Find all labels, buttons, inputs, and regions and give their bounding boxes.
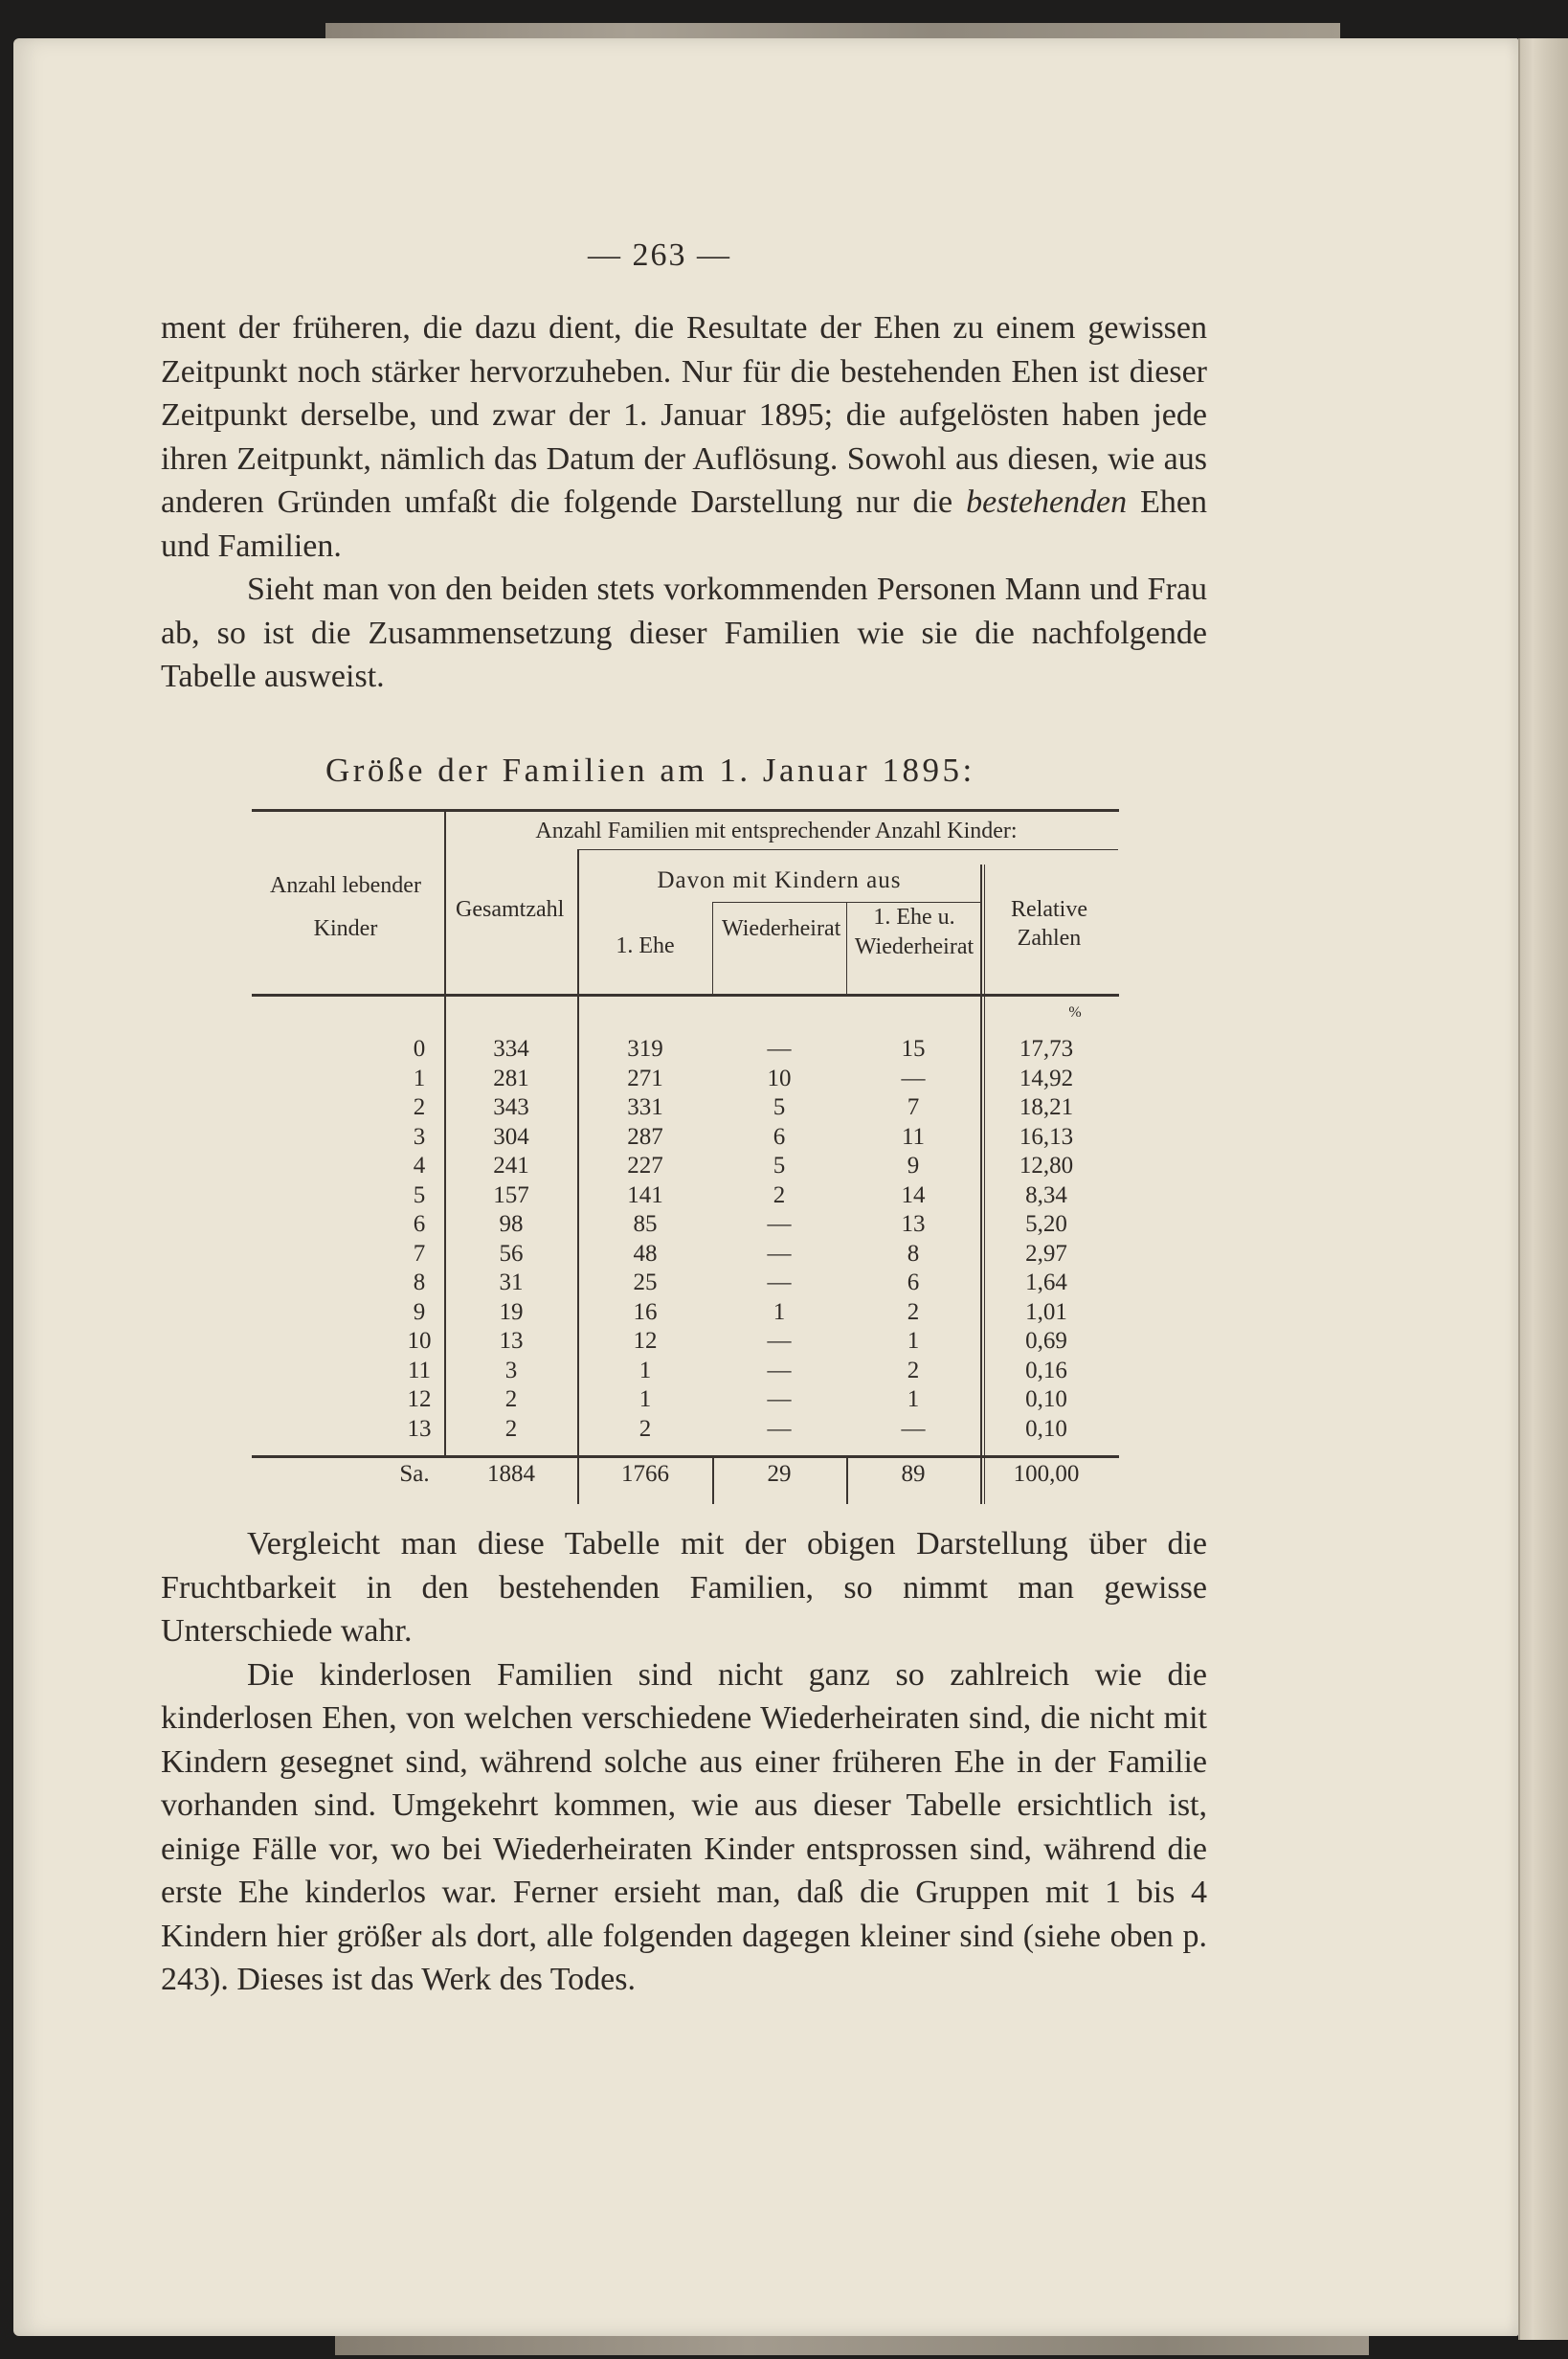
table-cell: 85: [633, 1211, 658, 1237]
table-cell: 343: [493, 1094, 529, 1120]
table-top-rule: [252, 809, 1119, 812]
table-cell: 10: [767, 1065, 792, 1091]
table-cell: 331: [627, 1094, 663, 1120]
table-cell: —: [767, 1036, 792, 1062]
table-cell: 8: [413, 1269, 426, 1295]
table-cell: 56: [499, 1240, 524, 1267]
table-cell: 5,20: [1025, 1211, 1067, 1237]
page-number: — 263 —: [588, 237, 731, 273]
family-size-table: [247, 807, 1118, 1511]
sum-label: Sa.: [399, 1461, 430, 1487]
table-cell: 334: [493, 1036, 529, 1062]
table-cell: 10: [407, 1328, 432, 1354]
table-cell: 281: [493, 1065, 529, 1091]
table-cell: 2: [907, 1357, 920, 1383]
table-cell: 0,10: [1025, 1386, 1067, 1412]
table-cell: 4: [413, 1153, 426, 1179]
table-sum-rule: [252, 1455, 1119, 1458]
table-cell: 9: [413, 1298, 426, 1325]
table-cell: 12: [407, 1386, 432, 1412]
table-cell: 48: [633, 1240, 658, 1267]
table-cell: 5: [413, 1181, 426, 1208]
header-group: Anzahl Familien mit entsprechender Anzahl Kinder:: [535, 819, 1018, 843]
table-cell: 16,13: [1019, 1123, 1074, 1150]
table-cell: 13: [499, 1328, 524, 1354]
table-cell: —: [767, 1240, 792, 1267]
table-cell: 157: [493, 1181, 529, 1208]
table-cell: 11: [901, 1123, 926, 1150]
col-divider-4-head: [846, 902, 847, 996]
text-top: [161, 306, 1207, 699]
table-cell: —: [901, 1415, 926, 1442]
paragraph-1-part-1: ment der früheren, die dazu dient, die Resultate der Ehen zu einem gewissen Zeitpunkt noch stärker hervorzuheben. Nur für die bestehenden Ehen ist dieser Zeitpunkt derselbe, und zwar der 1. Januar 1895; die aufgelösten haben jede ihren Zeitpunkt, nämlich das Datum der Auflösung. Sowohl aus diesen, wie aus anderen Gründen umfaßt die folgende Darstellung nur die: [161, 310, 1207, 520]
table-cell: 0,69: [1025, 1328, 1067, 1354]
header-total: Gesamtzahl: [456, 897, 565, 922]
col-divider-5a: [980, 865, 982, 1455]
header-remarriage: Wiederheirat: [722, 916, 841, 941]
table-cell: 8: [907, 1240, 920, 1267]
sum-both: 89: [901, 1461, 926, 1487]
paragraph-2: Sieht man von den beiden stets vorkommenden Personen Mann und Frau ab, so ist die Zusammensetzung dieser Familien wie sie die nachfolgende Tabelle ausweist.: [161, 572, 1207, 694]
table-cell: 271: [627, 1065, 663, 1091]
paragraph-1: [161, 306, 1207, 568]
table-header-rule: [252, 994, 1119, 997]
table-cell: 227: [627, 1153, 663, 1179]
table-cell: 18,21: [1019, 1094, 1074, 1120]
table-cell: 141: [627, 1181, 663, 1208]
table-cell: 1,64: [1025, 1269, 1067, 1295]
table-cell: 2: [504, 1415, 518, 1442]
table-cell: 13: [407, 1415, 432, 1442]
table-cell: 287: [627, 1123, 663, 1150]
table-cell: 1: [907, 1386, 920, 1412]
table-cell: —: [901, 1065, 926, 1091]
page-fore-edge: [1518, 38, 1568, 2340]
table-cell: —: [767, 1386, 792, 1412]
table-cell: —: [767, 1357, 792, 1383]
table-cell: 1: [638, 1357, 652, 1383]
group-header-rule: [577, 849, 1118, 850]
table-cell: 5: [773, 1094, 786, 1120]
table-cell: 2: [413, 1094, 426, 1120]
table-cell: 2: [773, 1181, 786, 1208]
header-first-marriage: 1. Ehe: [616, 933, 675, 958]
table-cell: 16: [633, 1298, 658, 1325]
table-cell: 98: [499, 1211, 524, 1237]
header-subgroup: Davon mit Kindern aus: [657, 867, 902, 893]
sum-remarriage: 29: [767, 1461, 792, 1487]
table-cell: 15: [901, 1036, 926, 1062]
table-cell: 1: [907, 1328, 920, 1354]
table-cell: 304: [493, 1123, 529, 1150]
header-row-label: Anzahl lebender Kinder: [270, 873, 421, 941]
table-cell: 0,16: [1025, 1357, 1067, 1383]
table-cell: —: [767, 1415, 792, 1442]
paragraph-1-part-3: Ehen und Familien.: [161, 484, 1208, 564]
table-cell: 1,01: [1025, 1298, 1067, 1325]
table-cell: 2: [504, 1386, 518, 1412]
table-cell: 7: [413, 1240, 426, 1267]
table-cell: 7: [907, 1094, 920, 1120]
table-cell: 13: [901, 1211, 926, 1237]
paragraph-4: Die kinderlosen Familien sind nicht ganz so zahlreich wie die kinderlosen Ehen, von welchen verschiedene Wiederheiraten sind, die nicht mit Kindern gesegnet sind, während solche aus einer früheren Ehe in der Familie vorhanden sind. Umgekehrt kommen, wie aus dieser Tabelle ersichtlich ist, einige Fälle vor, wo bei Wiederheiraten Kinder entsprossen sind, während die erste Ehe kinderlos war. Ferner ersieht man, daß die Gruppen mit 1 bis 4 Kindern hier größer als dort, alle folgenden dagegen kleiner sind (siehe oben p. 243). Dieses ist das Werk des Todes.: [161, 1656, 1207, 1997]
table-cell: 2,97: [1025, 1240, 1067, 1267]
paragraph-3: Vergleicht man diese Tabelle mit der obigen Darstellung über die Fruchtbarkeit in den bestehenden Familien, so nimmt man gewisse Unterschiede wahr.: [161, 1526, 1207, 1649]
table-cell: 12,80: [1019, 1153, 1074, 1179]
table-cell: 25: [633, 1269, 658, 1295]
table-cell: 14: [901, 1181, 926, 1208]
paragraph-1-italic: bestehenden: [966, 484, 1128, 520]
table-cell: —: [767, 1328, 792, 1354]
table-cell: 9: [907, 1153, 920, 1179]
table-cell: 6: [413, 1211, 426, 1237]
table-cell: 3: [504, 1357, 518, 1383]
table-cell: 31: [499, 1269, 524, 1295]
table-cell: 11: [407, 1357, 432, 1383]
sum-relative: 100,00: [1013, 1461, 1080, 1487]
table-cell: 12: [633, 1328, 658, 1354]
table-cell: 8,34: [1025, 1181, 1067, 1208]
table-cell: 1: [413, 1065, 426, 1091]
table-cell: 2: [638, 1415, 652, 1442]
table-cell: 17,73: [1019, 1036, 1074, 1062]
table-cell: 0: [413, 1036, 426, 1062]
table-cell: 6: [773, 1123, 786, 1150]
table-title: Größe der Familien am 1. Januar 1895:: [325, 752, 975, 789]
header-relative: Relative Zahlen: [1011, 897, 1087, 951]
col-divider-5a-sum: [980, 1458, 982, 1504]
table-cell: 14,92: [1019, 1065, 1074, 1091]
table-cell: 6: [907, 1269, 920, 1295]
table-cell: 3: [413, 1123, 426, 1150]
table-cell: —: [767, 1269, 792, 1295]
sum-total: 1884: [487, 1461, 535, 1487]
book-bottom-edge: [335, 2336, 1369, 2355]
table-cell: 19: [499, 1298, 524, 1325]
header-unit: %: [1068, 1004, 1082, 1021]
text-bottom: [161, 1522, 1207, 2002]
table-cell: 1: [773, 1298, 786, 1325]
table-cell: 0,10: [1025, 1415, 1067, 1442]
table-cell: 5: [773, 1153, 786, 1179]
header-both: 1. Ehe u. Wiederheirat: [854, 905, 974, 959]
table-cell: 241: [493, 1153, 529, 1179]
table-cell: —: [767, 1211, 792, 1237]
col-divider-3-head: [712, 902, 713, 996]
table-cell: 2: [907, 1298, 920, 1325]
sum-first-marriage: 1766: [621, 1461, 669, 1487]
table-cell: 319: [627, 1036, 663, 1062]
table-cell: 1: [638, 1386, 652, 1412]
